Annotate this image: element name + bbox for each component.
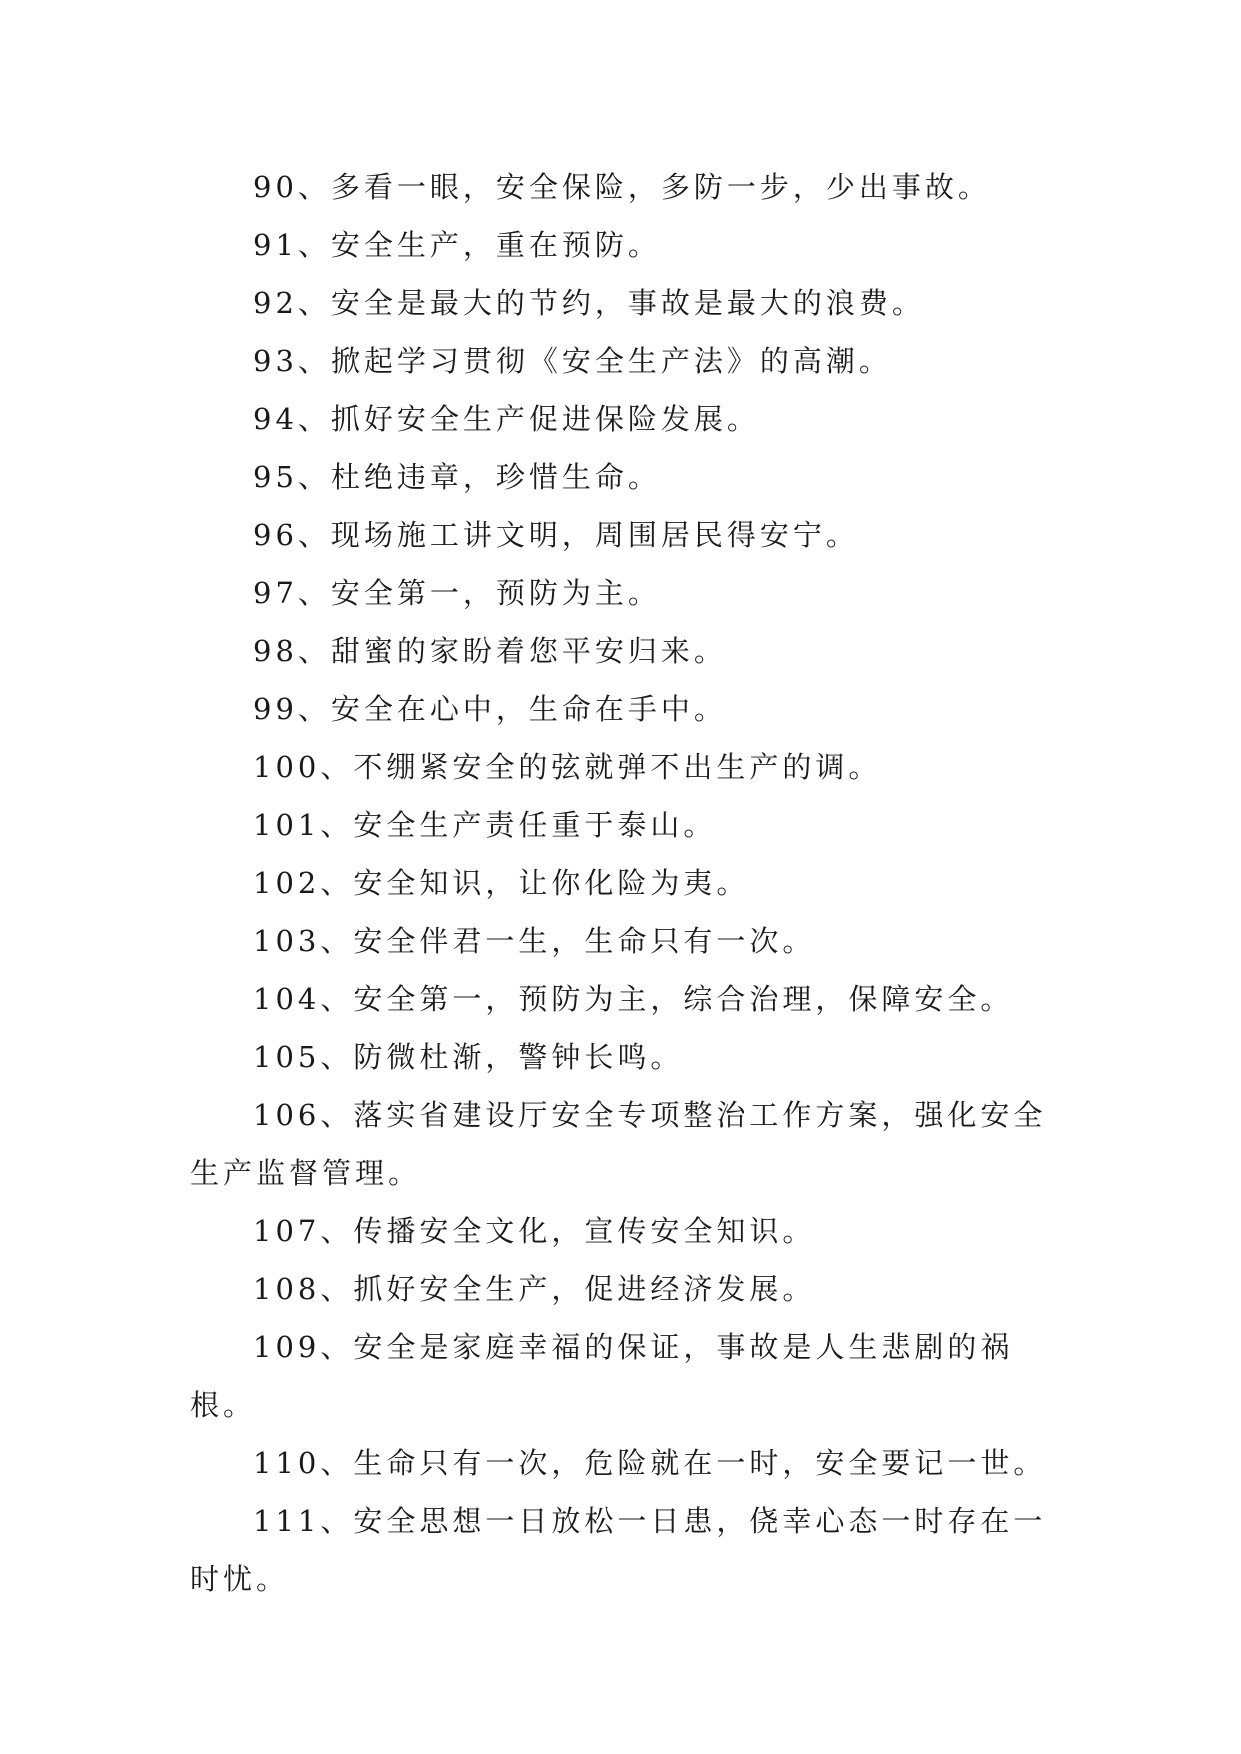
list-item: 92、安全是最大的节约，事故是最大的浪费。 <box>253 286 925 320</box>
list-item: 104、安全第一，预防为主，综合治理，保障安全。 <box>253 982 1014 1016</box>
list-item: 102、安全知识，让你化险为夷。 <box>253 866 750 900</box>
list-item: 103、安全伴君一生，生命只有一次。 <box>253 924 816 958</box>
list-item: 109、安全是家庭幸福的保证，事故是人生悲剧的祸根。 <box>190 1330 1014 1422</box>
list-item: 99、安全在心中，生命在手中。 <box>253 692 727 726</box>
list-item: 107、传播安全文化，宣传安全知识。 <box>253 1214 816 1248</box>
list-item: 106、落实省建设厅安全专项整治工作方案，强化安全生产监督管理。 <box>190 1098 1047 1190</box>
list-item: 93、掀起学习贯彻《安全生产法》的高潮。 <box>253 344 892 378</box>
list-item: 110、生命只有一次，危险就在一时，安全要记一世。 <box>253 1446 1047 1480</box>
list-item: 95、杜绝违章，珍惜生命。 <box>253 460 661 494</box>
list-item: 94、抓好安全生产促进保险发展。 <box>253 402 760 436</box>
list-item: 111、安全思想一日放松一日患，侥幸心态一时存在一时忧。 <box>190 1504 1047 1596</box>
list-item: 105、防微杜渐，警钟长鸣。 <box>253 1040 684 1074</box>
list-item: 97、安全第一，预防为主。 <box>253 576 661 610</box>
list-item: 100、不绷紧安全的弦就弹不出生产的调。 <box>253 750 882 784</box>
list-item: 91、安全生产，重在预防。 <box>253 228 661 262</box>
list-item: 98、甜蜜的家盼着您平安归来。 <box>253 634 727 668</box>
list-item: 101、安全生产责任重于泰山。 <box>253 808 717 842</box>
slogan-list <box>190 158 1055 1608</box>
list-item: 96、现场施工讲文明，周围居民得安宁。 <box>253 518 859 552</box>
list-item: 108、抓好安全生产，促进经济发展。 <box>253 1272 816 1306</box>
list-item: 90、多看一眼，安全保险，多防一步，少出事故。 <box>253 170 991 204</box>
